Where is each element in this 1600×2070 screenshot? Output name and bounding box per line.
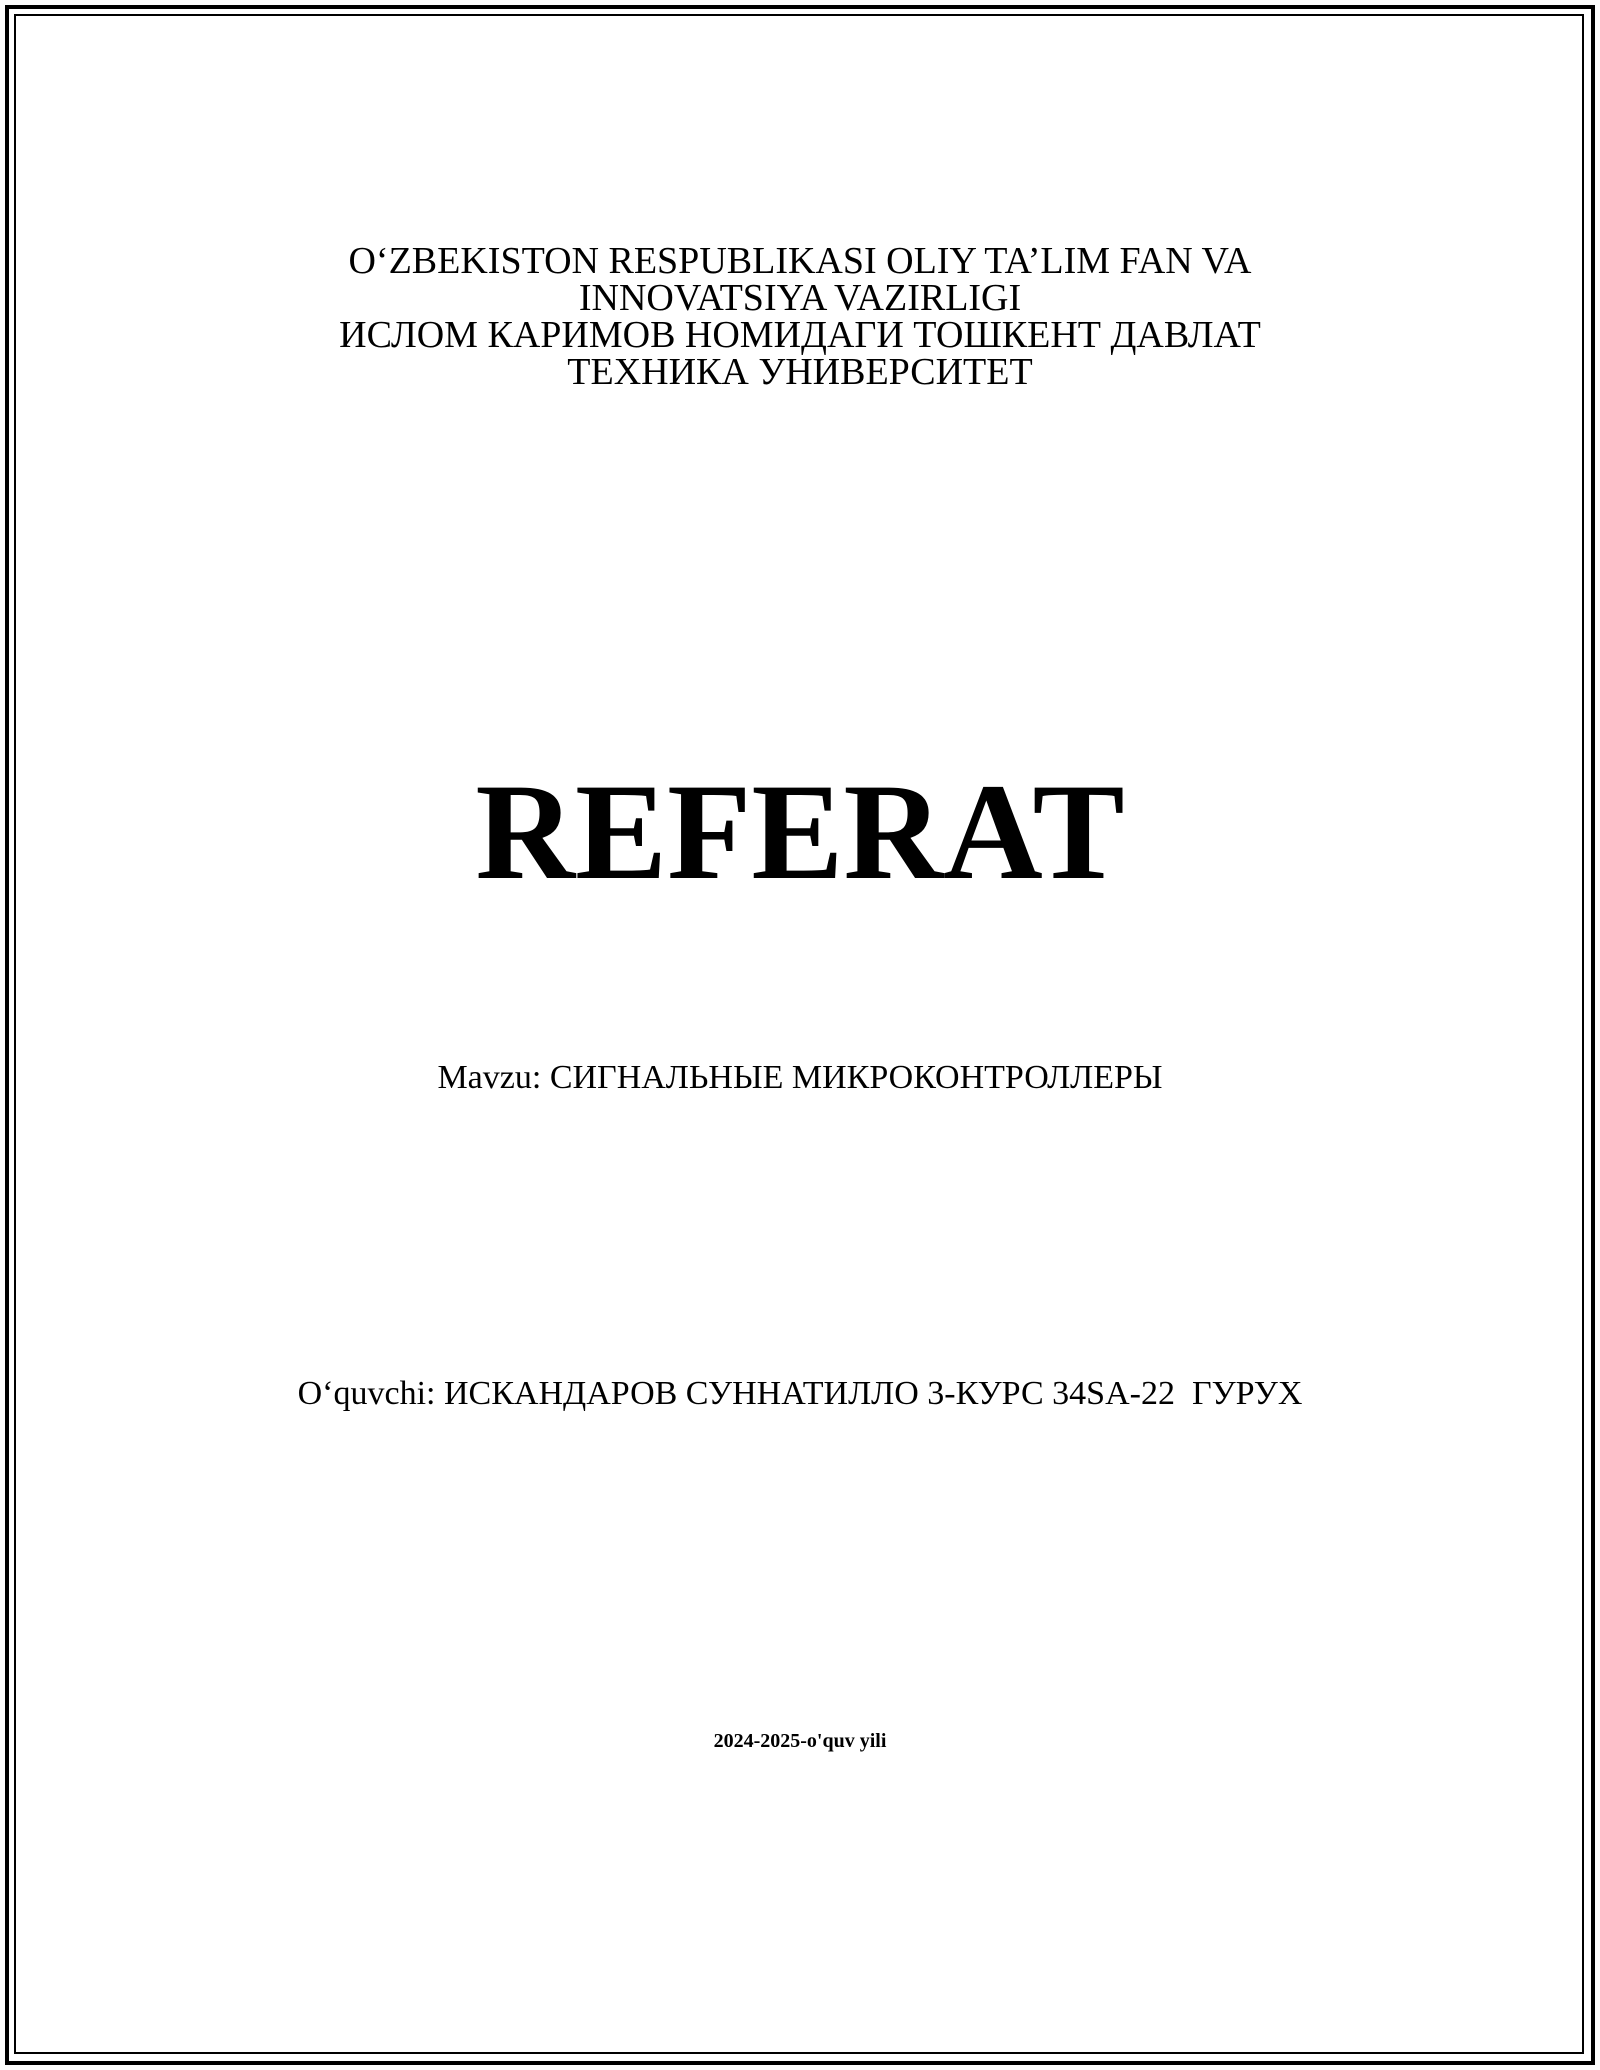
header-line: O‘ZBEKISTON RESPUBLIKASI OLIY TA’LIM FAN VA	[348, 240, 1252, 282]
institution-header	[0, 240, 1600, 393]
academic-year: 2024-2025-o'quv yili	[713, 1730, 887, 1752]
subject-label: Mavzu:	[437, 1059, 542, 1096]
student-label: O‘quvchi:	[297, 1375, 436, 1412]
subject-value: СИГНАЛЬНЫЕ МИКРОКОНТРОЛЛЕРЫ	[549, 1059, 1163, 1096]
header-line: ИСЛОМ КАРИМОВ НОМИДАГИ ТОШКЕНТ ДАВЛАТ	[339, 314, 1261, 356]
header-line: INNOVATSIYA VAZIRLIGI	[578, 277, 1022, 319]
student-value: ИСКАНДАРОВ СУННАТИЛЛО 3-КУРС 34SA-22 ГУРУХ	[443, 1375, 1303, 1412]
header-line: ТЕХНИКА УНИВЕРСИТЕТ	[567, 351, 1033, 393]
subject-line	[0, 1056, 1600, 1100]
student-line	[0, 1372, 1600, 1416]
document-title: REFERAT	[475, 755, 1125, 908]
